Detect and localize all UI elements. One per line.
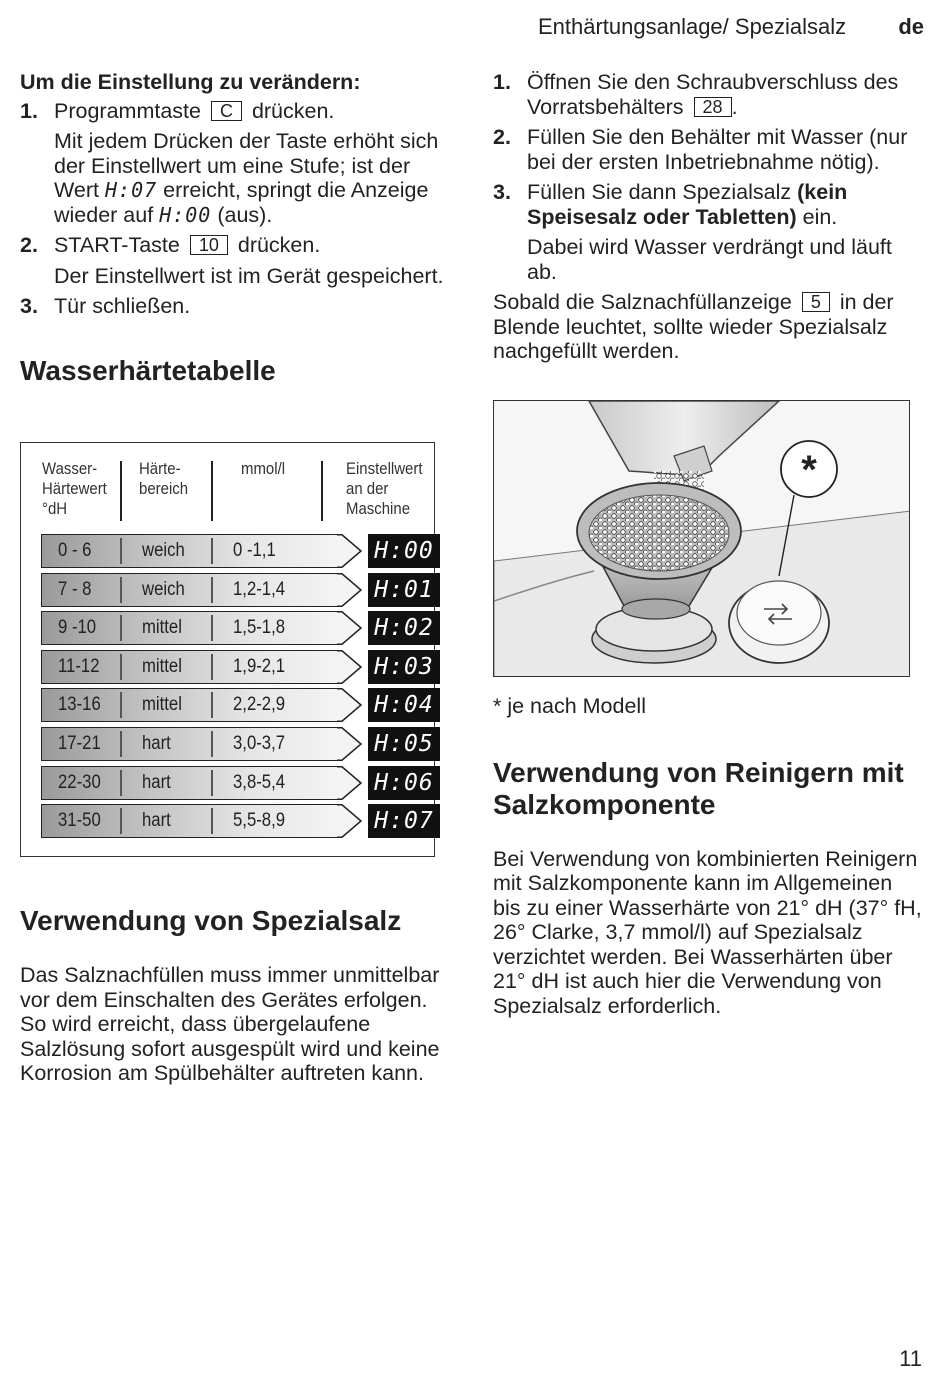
cell-mmol: 3,8-5,4 <box>233 771 286 793</box>
lcd-setting-display: H:04 <box>368 688 440 722</box>
lcd-setting-display: H:06 <box>368 766 440 800</box>
special-salt-section <box>20 905 450 1086</box>
cleaner-heading: Verwendung von Reinigern mit Salzkomponente <box>493 756 904 820</box>
cell-divider <box>120 577 122 603</box>
cell-range: mittel <box>142 655 182 677</box>
cell-divider <box>211 577 213 603</box>
page-number: 11 <box>899 1346 922 1371</box>
cell-range: hart <box>142 771 171 793</box>
step-detail-text: erreicht, springt die Anzeige wieder auf <box>54 178 429 227</box>
cleaner-section <box>493 694 923 1018</box>
col-header-range: Härte- bereich <box>139 459 189 498</box>
cell-divider <box>120 731 122 757</box>
step-text: Füllen Sie den Behälter mit Wasser (nur bei der ersten Inbetriebnahme nötig). <box>527 125 908 174</box>
table-row <box>41 573 436 607</box>
table-row <box>41 766 436 800</box>
header-divider <box>211 461 213 521</box>
salt-funnel-image <box>494 401 910 677</box>
container-ref-28: 28 <box>694 97 732 117</box>
refill-indicator-text <box>493 290 923 364</box>
cell-divider <box>120 770 122 796</box>
col-header-mmol: mmol/l <box>241 459 286 478</box>
table-row <box>41 650 436 684</box>
lcd-setting-display: H:00 <box>368 534 440 568</box>
header-divider <box>321 461 323 521</box>
lcd-setting-display: H:02 <box>368 611 440 645</box>
cell-dh: 11-12 <box>58 655 100 677</box>
header-section-title: Enthärtungsanlage/ Spezialsalz <box>537 14 847 39</box>
change-step-1 <box>20 99 450 124</box>
cell-dh: 31-50 <box>58 810 101 832</box>
table-row <box>41 688 436 722</box>
lcd-setting-display: H:03 <box>368 650 440 684</box>
cell-range: hart <box>142 810 171 832</box>
cell-mmol: 1,5-1,8 <box>233 617 286 639</box>
header-divider <box>120 461 122 521</box>
step-text: Programmtaste <box>54 98 201 123</box>
step-number: 3. <box>493 180 511 204</box>
cell-divider <box>211 654 213 680</box>
step-number: 3. <box>20 294 38 318</box>
start-key-10: 10 <box>190 235 228 255</box>
change-setting-heading: Um die Einstellung zu verändern: <box>20 70 361 94</box>
cell-divider <box>120 615 122 641</box>
special-salt-heading: Verwendung von Spezialsalz <box>20 905 402 936</box>
table-row <box>41 727 436 761</box>
cell-mmol: 2,2-2,9 <box>233 694 286 716</box>
row-arrow-icon <box>337 534 363 568</box>
header-language: de <box>898 14 924 39</box>
water-hardness-table-heading: Wasserhärtetabelle <box>20 354 276 386</box>
cell-divider <box>211 538 213 564</box>
step-detail-text: Mit jedem Drücken der Taste erhöht sich der Einstellwert um eine Stufe; ist der Wert <box>54 129 439 202</box>
right-column <box>493 70 923 364</box>
cell-dh: 17-21 <box>58 733 101 754</box>
col-header-dh: Wasser- Härtewert °dH <box>42 459 107 518</box>
cell-mmol: 5,5-8,9 <box>233 810 286 832</box>
cell-divider <box>211 808 213 834</box>
row-arrow-icon <box>337 727 363 761</box>
water-hardness-table <box>20 442 435 857</box>
refill-text: Sobald die Salznachfüllanzeige <box>493 290 792 314</box>
model-asterisk: * <box>801 448 817 492</box>
cell-range: weich <box>142 540 185 561</box>
step-number: 1. <box>20 98 38 123</box>
row-arrow-icon <box>337 766 363 800</box>
cell-divider <box>120 538 122 564</box>
step-text: . <box>731 94 738 119</box>
special-salt-text: Das Salznachfüllen muss immer unmittelbar vor dem Einschalten des Gerätes erfolgen. So wird erreicht, dass übergelaufene Salzlösung sofort ausgespült wird und keine Korrosion am Spülbehälter auftreten kann. <box>20 963 440 1085</box>
step-text: Öffnen Sie den Schraubverschluss des Vorratsbehälters <box>527 70 899 119</box>
page-header <box>538 14 924 40</box>
model-note: * je nach Modell <box>493 694 646 718</box>
row-arrow-icon <box>337 804 363 838</box>
cell-dh: 0 - 6 <box>58 540 92 561</box>
lcd-value-off: H:00 <box>159 202 212 227</box>
cleaner-text: Bei Verwendung von kombinierten Reinigern mit Salzkomponente kann im Allgemeinen bis zu einer Wasserhärte von 21° dH (37° fH, 26° Clarke, 3,7 mmol/l) auf Spezialsalz verzichtet werden. Bei Wasserhärten über 21° dH ist auch hier die Verwendung von Spezialsalz erforderlich. <box>493 846 922 1018</box>
row-arrow-icon <box>337 573 363 607</box>
cell-mmol: 1,2-1,4 <box>233 578 286 600</box>
step-text: drücken. <box>251 98 335 123</box>
cell-range: hart <box>142 733 171 754</box>
fill-step-2 <box>493 125 923 174</box>
lcd-setting-display: H:01 <box>368 573 440 607</box>
table-row <box>41 804 436 838</box>
cell-dh: 9 -10 <box>58 617 97 639</box>
cell-divider <box>120 808 122 834</box>
table-row <box>41 534 436 568</box>
step-text: drücken. <box>237 233 321 257</box>
cell-range: mittel <box>142 617 182 639</box>
salt-filling-illustration <box>493 400 910 677</box>
lcd-setting-display: H:07 <box>368 804 440 838</box>
cell-dh: 22-30 <box>58 771 101 793</box>
lcd-value-max: H:07 <box>104 178 158 202</box>
step-number: 2. <box>493 125 511 149</box>
step-detail-text: (aus). <box>217 202 273 227</box>
step-text: ein. <box>802 204 838 229</box>
row-arrow-icon <box>337 688 363 722</box>
program-key-c: C <box>211 101 242 121</box>
cell-divider <box>120 692 122 718</box>
cell-divider <box>120 654 122 680</box>
cell-mmol: 0 -1,1 <box>233 540 276 561</box>
step-number: 1. <box>493 70 511 94</box>
cell-dh: 13-16 <box>58 694 101 716</box>
row-arrow-icon <box>337 611 363 645</box>
refill-text: in der Blende leuchtet, sollte wieder Spezialsalz nachgefüllt werden. <box>493 290 894 363</box>
cell-dh: 7 - 8 <box>58 578 92 600</box>
table-row <box>41 611 436 645</box>
step-number: 2. <box>20 233 38 257</box>
left-column <box>20 70 450 387</box>
row-arrow-icon <box>337 650 363 684</box>
fill-step-3 <box>493 180 923 229</box>
change-step-2 <box>20 233 450 258</box>
cell-divider <box>211 770 213 796</box>
refill-indicator-ref-5: 5 <box>802 292 830 312</box>
cell-divider <box>211 731 213 757</box>
cell-divider <box>211 692 213 718</box>
step-warning: (kein Speisesalz oder Tabletten) <box>527 180 848 229</box>
step-2-detail: Der Einstellwert ist im Gerät gespeichert. <box>54 263 444 288</box>
step-1-detail <box>54 129 450 227</box>
cell-range: mittel <box>142 694 182 716</box>
col-header-setting: Einstellwert an der Maschine <box>346 459 423 518</box>
step-text: Füllen Sie dann Spezialsalz <box>527 180 792 204</box>
cell-divider <box>211 615 213 641</box>
fill-step-1 <box>493 70 923 119</box>
step-3-detail: Dabei wird Wasser verdrängt und läuft ab. <box>527 235 892 284</box>
cell-range: weich <box>142 578 185 600</box>
step-text: Tür schließen. <box>54 294 191 318</box>
change-step-3 <box>20 294 450 319</box>
step-text: START-Taste <box>54 233 180 257</box>
cell-mmol: 3,0-3,7 <box>233 733 286 754</box>
lcd-setting-display: H:05 <box>368 727 440 761</box>
cell-mmol: 1,9-2,1 <box>233 655 286 677</box>
